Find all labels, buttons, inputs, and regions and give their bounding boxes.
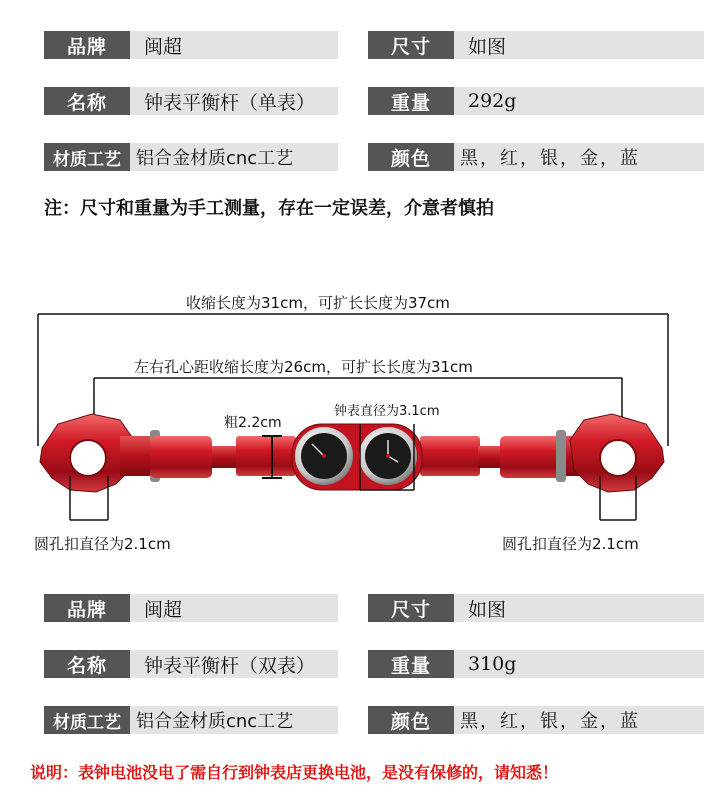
- size-label-2: 尺寸: [368, 594, 454, 622]
- name-label-2: 名称: [44, 650, 130, 678]
- weight-value: 292g: [454, 87, 704, 115]
- thickness-label: 粗2.2cm: [224, 415, 282, 431]
- size-value-2: 如图: [454, 594, 704, 622]
- size-label: 尺寸: [368, 31, 454, 59]
- spec-row-brand-2: [44, 594, 507, 622]
- color-label: 颜色: [368, 143, 454, 171]
- size-value: 如图: [454, 31, 704, 59]
- material-label: 材质工艺: [44, 143, 130, 171]
- clock-housing: [292, 424, 422, 490]
- name-label: 名称: [44, 87, 130, 115]
- color-value: 黑，红，银，金，蓝: [454, 143, 704, 171]
- brand-label-2: 品牌: [44, 594, 130, 622]
- color-value-2: 黑，红，银，金，蓝: [454, 706, 704, 734]
- right-clamp: [566, 414, 664, 492]
- measurement-note: 注：尺寸和重量为手工测量，存在一定误差，介意者慎拍: [44, 198, 494, 219]
- left-adjust-nut: [150, 436, 238, 478]
- spec-row-material-2: [44, 706, 640, 734]
- right-adjust-nut: [500, 430, 566, 482]
- name-value-2: 钟表平衡杆（双表）: [130, 650, 338, 678]
- hole-distance-label: 左右孔心距收缩长度为26cm，可扩长长度为31cm: [134, 358, 473, 376]
- material-label-2: 材质工艺: [44, 706, 130, 734]
- color-label-2: 颜色: [368, 706, 454, 734]
- weight-label: 重量: [368, 87, 454, 115]
- name-value: 钟表平衡杆（单表）: [130, 87, 338, 115]
- center-sleeve-right: [420, 436, 480, 476]
- brand-value-2: 闽超: [130, 594, 338, 622]
- spec-row-name-2: [44, 650, 517, 678]
- clamp-left-label: 圆孔扣直径为2.1cm: [34, 535, 171, 553]
- clamp-right-label: 圆孔扣直径为2.1cm: [502, 535, 639, 553]
- weight-value-2: 310g: [454, 650, 704, 678]
- material-value: 铝合金材质cnc工艺: [130, 143, 338, 171]
- total-length-label: 收缩长度为31cm，可扩长长度为37cm: [186, 294, 450, 312]
- clock-diameter-label: 钟表直径为3.1cm: [334, 404, 440, 419]
- battery-warning: 说明：表钟电池没电了需自行到钟表店更换电池，是没有保修的，请知悉！: [30, 763, 559, 782]
- brand-label: 品牌: [44, 31, 130, 59]
- weight-label-2: 重量: [368, 650, 454, 678]
- material-value-2: 铝合金材质cnc工艺: [130, 706, 338, 734]
- center-sleeve-left: [236, 436, 296, 476]
- left-clamp: [40, 414, 160, 492]
- brand-value: 闽超: [130, 31, 338, 59]
